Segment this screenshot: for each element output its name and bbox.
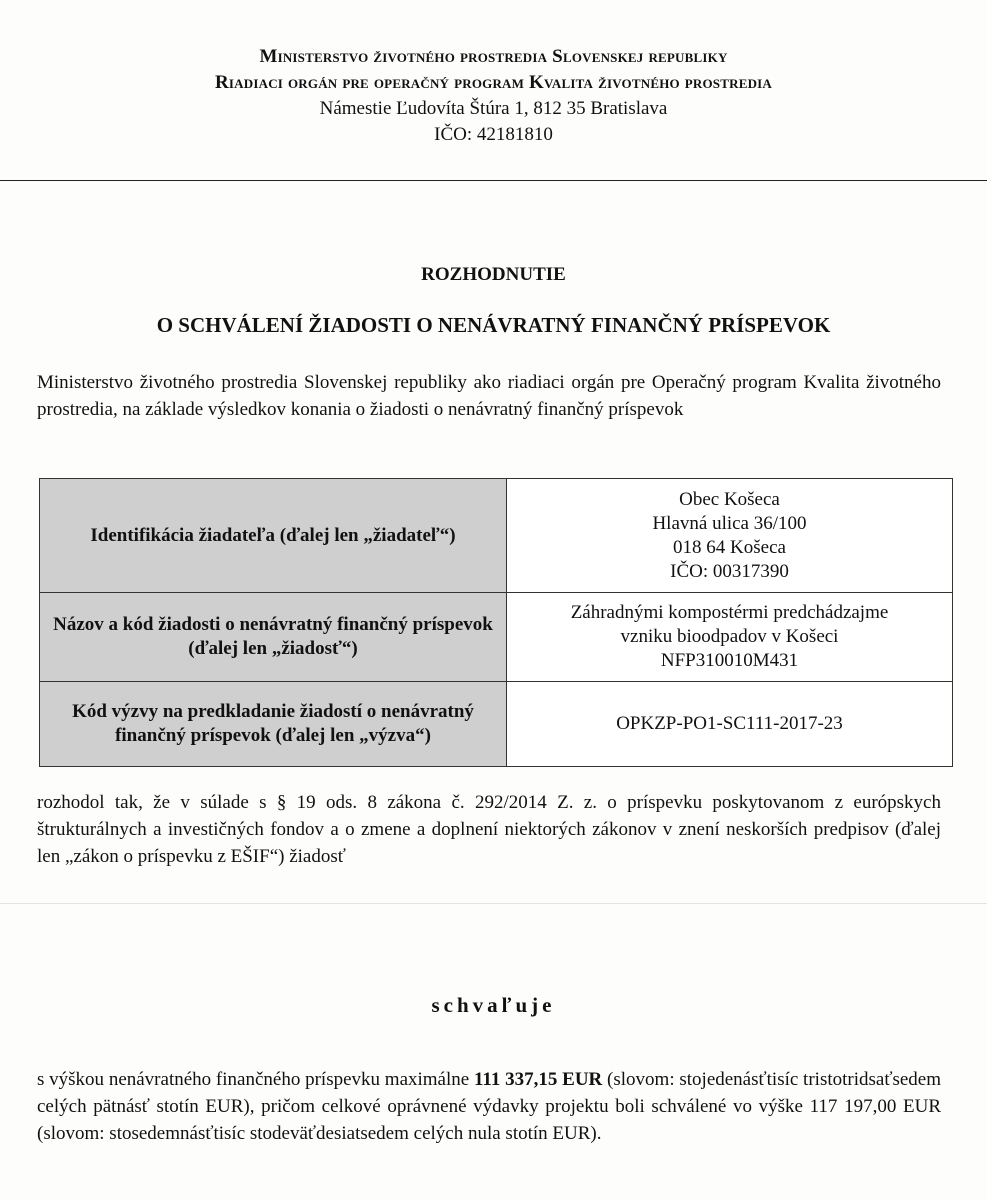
letterhead <box>0 44 987 148</box>
ico: IČO: 42181810 <box>434 124 553 145</box>
table-row <box>40 479 953 593</box>
amount-value: 111 337,15 EUR <box>473 1069 603 1090</box>
table-row <box>40 682 953 767</box>
row-label: Identifikácia žiadateľa (ďalej len „žiadateľ“) <box>40 479 507 593</box>
page-fold-line <box>0 903 987 904</box>
amount-paragraph <box>37 1066 941 1147</box>
table-row <box>40 593 953 682</box>
amount-prefix: s výškou nenávratného finančného príspevku maximálne <box>37 1069 470 1090</box>
document-title: ROZHODNUTIE <box>421 264 566 285</box>
intro-paragraph: Ministerstvo životného prostredia Slovenskej republiky ako riadiaci orgán pre Operačný program Kvalita životného prostredia, na základe výsledkov konania o žiadosti o nenávratný finančný príspevok <box>37 372 941 420</box>
address: Námestie Ľudovíta Štúra 1, 812 35 Bratislava <box>319 98 668 119</box>
managing-authority: Riadiaci orgán pre operačný program Kvalita životného prostredia <box>214 72 773 93</box>
row-label: Názov a kód žiadosti o nenávratný finančný príspevok (ďalej len „žiadosť“) <box>40 593 507 682</box>
decision-verdict: schvaľuje <box>431 993 556 1017</box>
amount-suffix: (slovom: stojedenásťtisíc tristotridsaťsedem celých pätnásť stotín EUR), pričom celkové oprávnené výdavky projektu boli schválené vo výške 117 197,00 EUR (slovom: stosedemnásťtisíc stodeväťdesiatsedem celých nula stotín EUR). <box>37 1069 941 1144</box>
row-label: Kód výzvy na predkladanie žiadostí o nenávratný finančný príspevok (ďalej len „výzva“) <box>40 682 507 767</box>
applicant-info-table <box>39 478 953 767</box>
row-value: Obec Košeca Hlavná ulica 36/100 018 64 Košeca IČO: 00317390 <box>507 479 953 593</box>
document-subtitle: O SCHVÁLENÍ ŽIADOSTI O NENÁVRATNÝ FINANČNÝ PRÍSPEVOK <box>156 313 831 337</box>
row-value: OPKZP-PO1-SC111-2017-23 <box>507 682 953 767</box>
header-divider <box>0 180 987 181</box>
ministry-name: Ministerstvo životného prostredia Slovenskej republiky <box>259 46 728 67</box>
row-value: Záhradnými kompostérmi predchádzajme vzniku bioodpadov v Košeci NFP310010M431 <box>507 593 953 682</box>
ruling-paragraph: rozhodol tak, že v súlade s § 19 ods. 8 zákona č. 292/2014 Z. z. o príspevku poskytovanom z európskych štrukturálnych a investičných fondov a o zmene a doplnení niektorých zákonov v znení neskorších predpisov (ďalej len „zákon o príspevku z EŠIF“) žiadosť <box>37 792 941 867</box>
